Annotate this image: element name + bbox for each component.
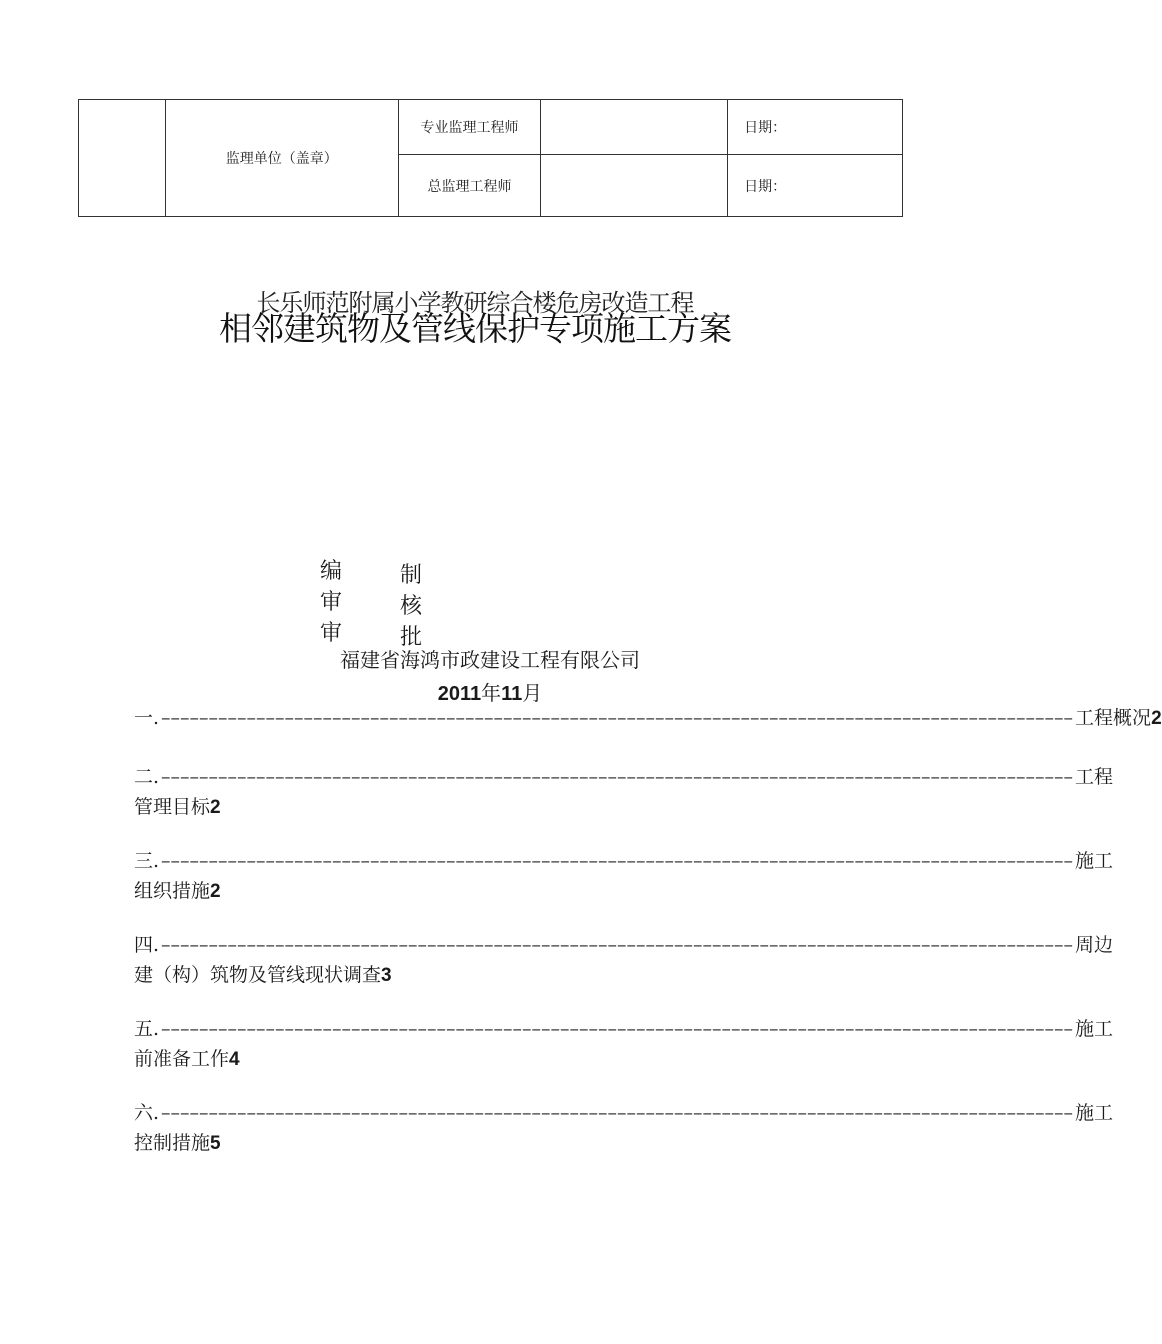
supervision-unit-label: 监理单位（盖章） bbox=[165, 100, 398, 217]
roles-left-column bbox=[320, 556, 342, 649]
toc-leader: –––––––––––––––––––––––––––––––––––––––––––––––––––––––––––––––––––––––––––––––––––––––––––––––– bbox=[161, 707, 1074, 729]
toc-heading-continued: 前准备工作 bbox=[134, 1048, 230, 1070]
project-subtitle: 长乐师范附属小学教研综合楼危房改造工程 bbox=[256, 289, 694, 317]
toc-entry[interactable] bbox=[134, 1014, 1114, 1075]
toc-page-number: 4 bbox=[229, 1049, 240, 1070]
toc-entry[interactable] bbox=[134, 1098, 1114, 1159]
toc-number: 六. bbox=[134, 1102, 160, 1124]
role-char: 审 bbox=[320, 590, 343, 615]
toc-number: 三. bbox=[134, 850, 160, 872]
role-char: 制 bbox=[400, 563, 423, 588]
toc-entry[interactable] bbox=[134, 703, 1162, 734]
role-char: 编 bbox=[320, 559, 343, 584]
document-date bbox=[0, 677, 980, 706]
toc-heading-continued: 建（构）筑物及管线现状调查 bbox=[134, 964, 382, 986]
chief-date-label: 日期： bbox=[728, 155, 903, 217]
chief-signature-cell[interactable] bbox=[541, 155, 728, 217]
toc-page-number: 2 bbox=[1151, 708, 1162, 729]
toc-heading-text: 工程概况 bbox=[1075, 707, 1152, 729]
chief-engineer-label: 总监理工程师 bbox=[398, 155, 541, 217]
company-name: 福建省海鸿市政建设工程有限公司 bbox=[340, 648, 640, 672]
role-char: 批 bbox=[400, 625, 423, 650]
toc-heading: 工程 bbox=[1075, 766, 1114, 788]
specialist-date-label: 日期： bbox=[728, 100, 903, 155]
date-month: 11 bbox=[501, 683, 523, 705]
toc-leader: –––––––––––––––––––––––––––––––––––––––––––––––––––––––––––––––––––––––––––––––––––––––––––––––– bbox=[161, 766, 1074, 788]
toc-leader: –––––––––––––––––––––––––––––––––––––––––––––––––––––––––––––––––––––––––––––––––––––––––––––––– bbox=[161, 850, 1074, 872]
specialist-signature-cell[interactable] bbox=[541, 100, 728, 155]
specialist-engineer-label: 专业监理工程师 bbox=[398, 100, 541, 155]
toc-number: 一. bbox=[134, 707, 160, 729]
toc-heading: 周边 bbox=[1075, 934, 1114, 956]
toc-entry[interactable] bbox=[134, 846, 1114, 907]
toc-entry[interactable] bbox=[134, 762, 1114, 823]
toc-page-number: 3 bbox=[381, 965, 392, 986]
toc-page-number: 5 bbox=[210, 1133, 221, 1154]
toc-leader: –––––––––––––––––––––––––––––––––––––––––––––––––––––––––––––––––––––––––––––––––––––––––––––––– bbox=[161, 1102, 1074, 1124]
toc-number: 五. bbox=[134, 1018, 160, 1040]
toc-heading-continued: 控制措施 bbox=[134, 1132, 211, 1154]
toc-heading bbox=[1075, 703, 1162, 734]
toc-entry[interactable] bbox=[134, 930, 1114, 991]
toc-heading-continued: 管理目标 bbox=[134, 796, 211, 818]
approval-signature-table bbox=[78, 99, 903, 217]
date-year: 2011 bbox=[437, 683, 482, 705]
role-char: 核 bbox=[400, 594, 423, 619]
toc-page-number: 2 bbox=[210, 881, 221, 902]
toc-page-number: 2 bbox=[210, 797, 221, 818]
toc-number: 二. bbox=[134, 766, 160, 788]
sign-off-roles bbox=[320, 556, 460, 650]
date-year-suffix: 年 bbox=[481, 681, 502, 705]
date-month-suffix: 月 bbox=[522, 681, 543, 705]
toc-heading: 施工 bbox=[1075, 1018, 1114, 1040]
toc-leader: –––––––––––––––––––––––––––––––––––––––––––––––––––––––––––––––––––––––––––––––––––––––––––––––– bbox=[161, 934, 1074, 956]
toc-leader: –––––––––––––––––––––––––––––––––––––––––––––––––––––––––––––––––––––––––––––––––––––––––––––––– bbox=[161, 1018, 1074, 1040]
toc-heading: 施工 bbox=[1075, 850, 1114, 872]
toc-heading-continued: 组织措施 bbox=[134, 880, 211, 902]
document-title: 相邻建筑物及管线保护专项施工方案 bbox=[219, 309, 731, 348]
role-char: 审 bbox=[320, 621, 343, 646]
roles-right-column bbox=[400, 560, 422, 653]
toc-heading: 施工 bbox=[1075, 1102, 1114, 1124]
toc-number: 四. bbox=[134, 934, 160, 956]
blank-cell bbox=[79, 100, 166, 217]
